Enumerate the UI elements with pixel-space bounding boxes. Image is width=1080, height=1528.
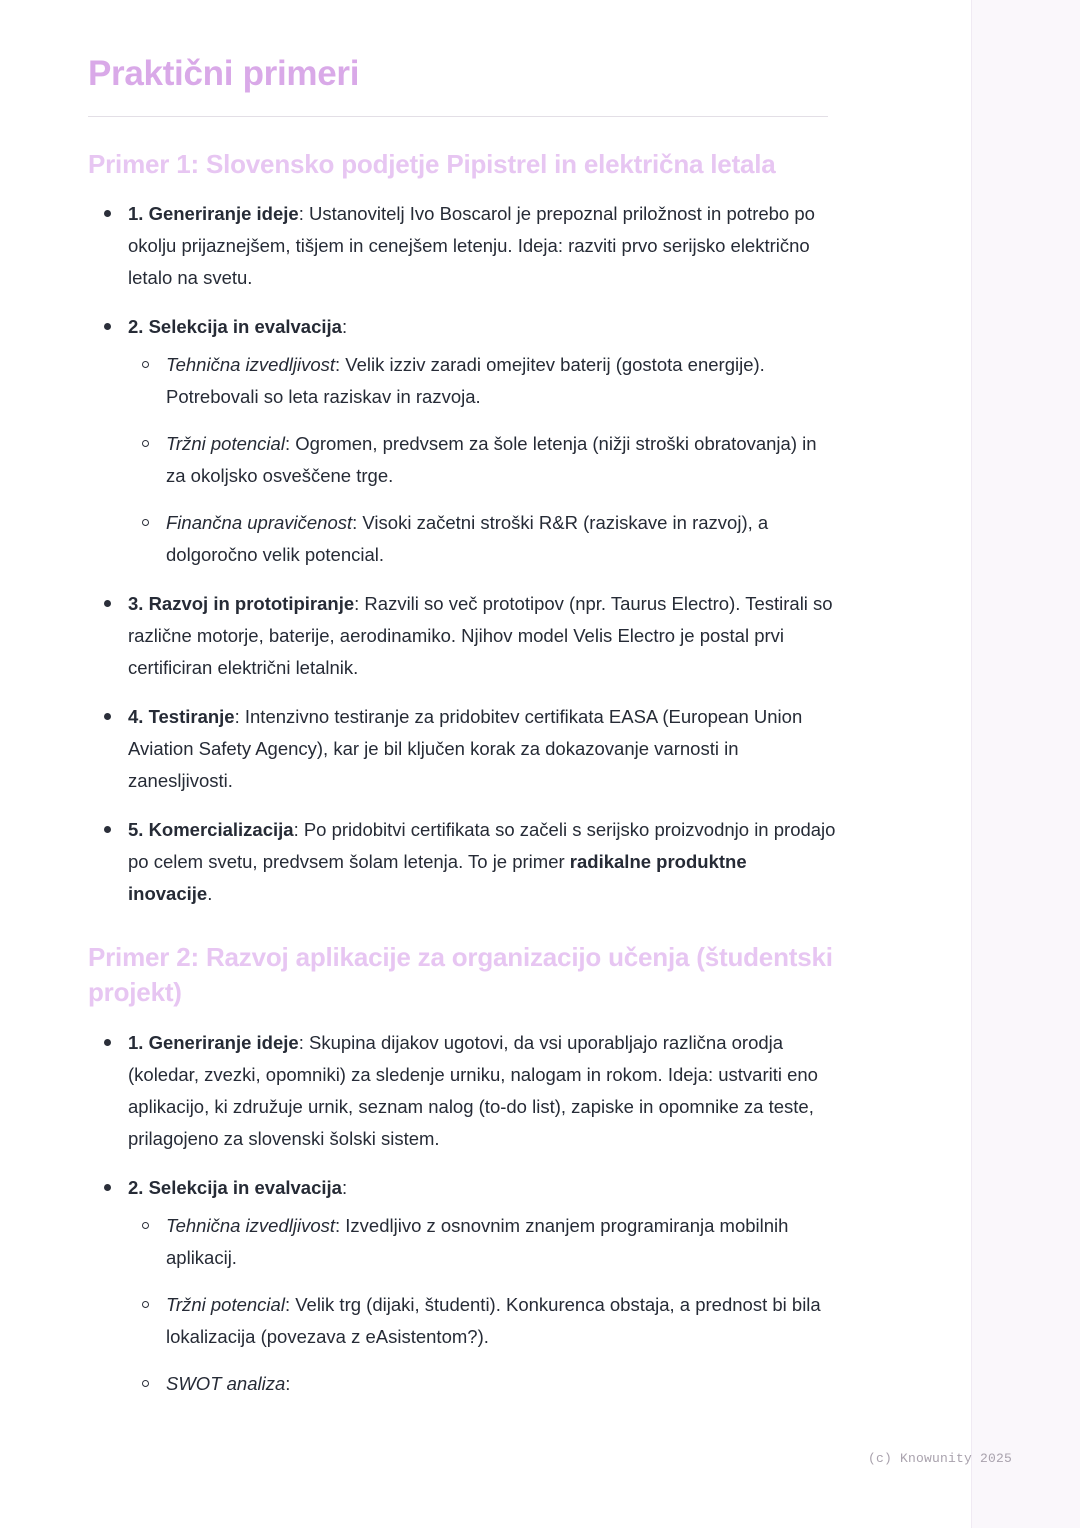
list-item-lead: 3. Razvoj in prototipiranje (128, 593, 355, 615)
bullet-disc-icon (104, 210, 111, 217)
sub-list-item (128, 1368, 836, 1400)
section-2-list (88, 1027, 836, 1400)
sub-list (128, 349, 836, 571)
bullet-circle-icon (142, 361, 149, 368)
bullet-circle-icon (142, 519, 149, 526)
bullet-disc-icon (104, 713, 111, 720)
sub-item-lead: Tržni potencial (166, 433, 285, 455)
sub-item-lead: Tehnična izvedljivost (166, 1214, 335, 1236)
sub-list-item (128, 507, 836, 571)
bullet-circle-icon (142, 1301, 149, 1308)
list-item-text: : (341, 1176, 348, 1198)
bullet-disc-icon (104, 600, 111, 607)
sub-item-lead: Tržni potencial (166, 1293, 285, 1315)
sub-list (128, 1210, 836, 1400)
sub-item-lead: Finančna upravičenost (166, 512, 353, 534)
sub-item-text: : Izvedljivo z osnovnim znanjem programiranja mobilnih aplikacij. (166, 1214, 789, 1268)
list-item-lead: 5. Komercializacija (128, 819, 294, 841)
list-item-lead: 1. Generiranje ideje (128, 1031, 299, 1053)
list-item-lead: 2. Selekcija in evalvacija (128, 316, 342, 338)
list-item (88, 311, 836, 571)
list-item-text: : Razvili so več prototipov (npr. Taurus Electro). Testirali so različne motorje, baterije, aerodinamiko. Njihov model Velis Electro je postal prvi certificiran električni letalnik. (128, 593, 833, 679)
list-item (88, 588, 836, 684)
bullet-circle-icon (142, 1222, 149, 1229)
list-item (88, 701, 836, 797)
sub-item-text: : Velik trg (dijaki, študenti). Konkurenca obstaja, a prednost bi bila lokalizacija (povezava z eAsistentom?). (166, 1293, 821, 1347)
bullet-disc-icon (104, 826, 111, 833)
copyright-footer: (c) Knowunity 2025 (867, 1451, 1012, 1466)
sub-list-item (128, 1210, 836, 1274)
list-item-text: : (341, 316, 348, 338)
list-item (88, 1172, 836, 1400)
sub-item-text: : (285, 1372, 291, 1394)
list-item (88, 1027, 836, 1155)
list-item (88, 198, 836, 294)
bullet-disc-icon (104, 1184, 111, 1191)
bullet-disc-icon (104, 1039, 111, 1046)
bullet-circle-icon (142, 440, 149, 447)
title-divider (88, 116, 828, 117)
sub-item-text: : Visoki začetni stroški R&R (raziskave in razvoj), a dolgoročno velik potencial. (166, 512, 769, 566)
list-item-text: : Ustanovitelj Ivo Boscarol je prepoznal priložnost in potrebo po okolju prijaznejšem, tišjem in cenejšem letenju. Ideja: razviti prvo serijsko električno letalo na svetu. (128, 203, 815, 289)
list-item-text: : Intenzivno testiranje za pridobitev certifikata EASA (European Union Aviation Safety Agency), kar je bil ključen korak za dokazovanje varnosti in zanesljivosti. (128, 706, 803, 792)
page-side-band (971, 0, 1080, 1528)
list-item-lead: 4. Testiranje (128, 706, 235, 728)
list-item-text-tail: . (207, 883, 213, 905)
sub-list-item (128, 1289, 836, 1353)
document-content (88, 54, 836, 1400)
section-heading-2: Primer 2: Razvoj aplikacije za organizacijo učenja (študentski projekt) (88, 942, 833, 1008)
sub-item-lead: SWOT analiza (166, 1372, 286, 1394)
sub-item-text: : Velik izziv zaradi omejitev baterij (gostota energije). Potrebovali so leta raziskav in razvoja. (166, 354, 765, 408)
sub-item-text: : Ogromen, predvsem za šole letenja (nižji stroški obratovanja) in za okoljsko osveščene trge. (166, 433, 817, 487)
page-title: Praktični primeri (88, 54, 360, 93)
section-1-list (88, 198, 836, 910)
list-item-text: : Skupina dijakov ugotovi, da vsi uporabljajo različna orodja (koledar, zvezki, opomniki) za sledenje urniku, nalogam in rokom. Ideja: ustvariti eno aplikacijo, ki združuje urnik, seznam nalog (to-do list), zapiske in opomnike za teste, prilagojeno za slovenski šolski sistem. (128, 1031, 818, 1149)
list-item (88, 814, 836, 910)
list-item-lead: 1. Generiranje ideje (128, 203, 299, 225)
list-item-text: : Po pridobitvi certifikata so začeli s serijsko proizvodnjo in prodajo po celem svetu, predvsem šolam letenja. To je primer (128, 819, 836, 873)
sub-list-item (128, 428, 836, 492)
sub-item-lead: Tehnična izvedljivost (166, 354, 335, 376)
list-item-text-emphasis: radikalne produktne inovacije (128, 851, 747, 905)
bullet-circle-icon (142, 1380, 149, 1387)
list-item-lead: 2. Selekcija in evalvacija (128, 1176, 342, 1198)
sub-list-item (128, 349, 836, 413)
section-heading-1: Primer 1: Slovensko podjetje Pipistrel in električna letala (88, 149, 776, 180)
bullet-disc-icon (104, 323, 111, 330)
